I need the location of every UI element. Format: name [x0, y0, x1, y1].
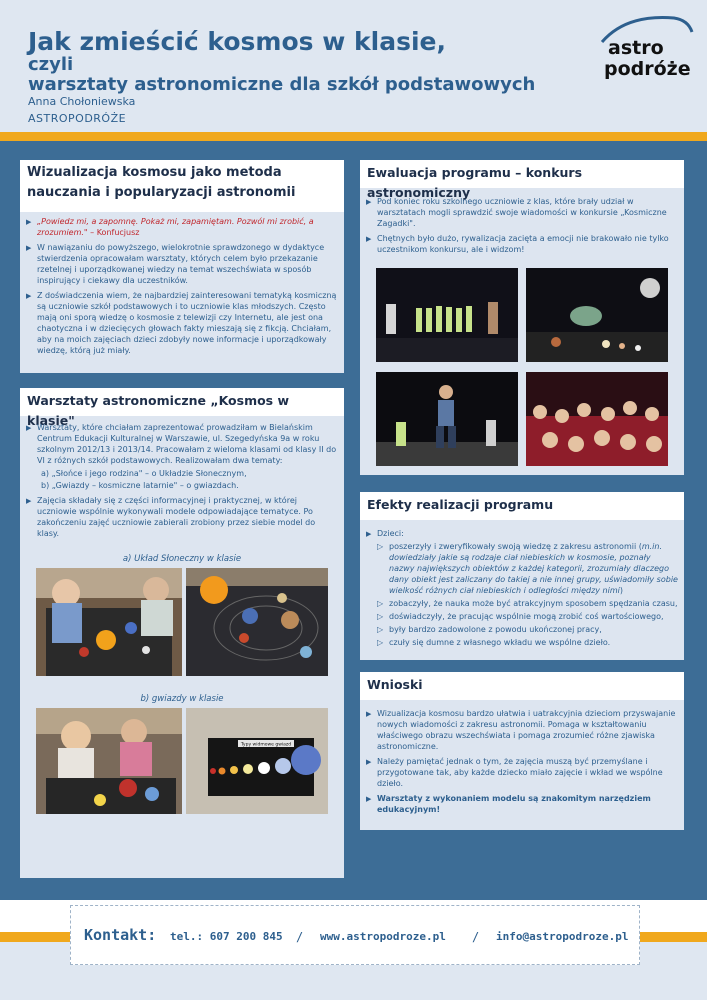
logo-text-1: astro	[608, 37, 664, 59]
photo-contest-audience	[526, 372, 668, 466]
panel-conclusions-body	[366, 708, 678, 819]
contact-separator: /	[472, 930, 480, 944]
effect-item: ▷ były bardzo zadowolone z powodu ukończonej pracy,	[377, 624, 678, 635]
photo-solar-system-board	[186, 568, 328, 676]
effect-item: ▷ zobaczyły, że nauka może być atrakcyjnym sposobem spędzania czasu,	[377, 598, 678, 609]
list-item: ▶ Wizualizacja kosmosu bardzo ułatwia i uatrakcyjnia dzieciom przyswajanie nowych wiadomości z zakresu astronomii. Pomaga w kształtowaniu właściwego obrazu wszechświata i pomaga zrozumieć różne zjawiska astronomiczne.	[366, 708, 678, 752]
caption-stars: b) gwiazdy w klasie	[140, 694, 224, 704]
list-item: ▶ Z doświadczenia wiem, że najbardziej zainteresowani tematyką kosmiczną są uczniowie szkół podstawowych i to uczniowie klas młodszych. Często mają oni sporą wiedzę o kosmosie z telewizji czy Internetu, ale jest ona chaotyczna i w dziecięcych głowach fakty mieszają się z fikcją. Chciałam, aby na moich zajęciach dzieci zdobyły nowe informacje i uporządkowały wiedzę, którą już miały.	[26, 290, 338, 356]
list-item	[366, 528, 678, 648]
effect-close: )	[619, 586, 623, 595]
photo-solar-system-children	[36, 568, 182, 676]
panel-visualization-body	[26, 216, 338, 360]
effect-detail: m.in. dowiedziały jakie są rodzaje ciał niebieskich w kosmosie, poznały nazwy największych obiektów z każdej kategorii, zrozumiały dlaczego dany obiekt jest zaliczany do takiej a nie innej grupy, uświadomiły sobie wielkość różnych ciał niebieskich i odległości między nimi	[389, 542, 678, 595]
organization-name: ASTROPODRÓŻE	[28, 112, 127, 125]
effect-item	[377, 541, 678, 596]
panel-conclusions-heading: Wnioski	[360, 672, 684, 700]
list-item: ▶ Warsztaty z wykonaniem modelu są znakomitym narzędziem edukacyjnym!	[366, 793, 678, 815]
photo-star-types-poster	[186, 708, 328, 814]
author-name: Anna Chołoniewska	[28, 95, 136, 108]
contact-label: Kontakt:	[84, 926, 157, 944]
list-item	[26, 422, 338, 491]
panel-workshops-body	[26, 422, 338, 543]
contact-phone[interactable]: tel.: 607 200 845	[170, 930, 283, 943]
panel-effects-heading: Efekty realizacji programu	[360, 492, 684, 520]
list-item: ▶ Należy pamiętać jednak o tym, że zajęcia muszą być przemyślane i przygotowane tak, aby każde dziecko miało zajęcie i wkład we wspólne dzieło.	[366, 756, 678, 789]
effect-item: ▷ czuły się dumne z własnego wkładu we wspólne dzieło.	[377, 637, 678, 648]
subtitle-line-2: warsztaty astronomiczne dla szkół podstawowych	[28, 74, 536, 95]
poster-subtitle	[28, 55, 588, 95]
poster-title: Jak zmieścić kosmos w klasie,	[28, 27, 447, 56]
effects-lead: Dzieci:	[377, 529, 404, 538]
photo-contest-dance	[376, 372, 518, 466]
topic-b: b) „Gwiazdy – kosmiczne latarnie" – o gwiazdach.	[41, 481, 239, 490]
panel-evaluation-heading: Ewaluacja programu – konkurs astronomiczny	[360, 160, 684, 188]
panel-workshops-heading: Warsztaty astronomiczne „Kosmos w klasie"	[20, 388, 344, 416]
header-orange-stripe	[0, 132, 707, 141]
list-item: ▶ Zajęcia składały się z części informacyjnej i praktycznej, w której uczniowie wspólnie wykonywali modele odpowiadające tematyce. Po zakończeniu zajęć uczniowie zabierali zrobiony przez siebie model do klasy.	[26, 495, 338, 539]
panel-conclusions	[360, 672, 684, 830]
quote-item	[26, 216, 338, 238]
list-item: ▶ Pod koniec roku szkolnego uczniowie z klas, które brały udział w warsztatach mogli sprawdzić swoje wiadomości w konkursie „Kosmiczne Zagadki".	[366, 196, 678, 229]
panel-effects	[360, 492, 684, 660]
logo-text-2: podróże	[604, 58, 691, 80]
panel-evaluation-body	[366, 196, 678, 259]
photo-contest-stage	[376, 268, 518, 362]
subtitle-line-1: czyli	[28, 54, 74, 75]
panel-visualization-heading: Wizualizacja kosmosu jako metoda nauczania i popularyzacji astronomii	[20, 160, 344, 212]
caption-solar-system: a) Układ Słoneczny w klasie	[122, 554, 242, 564]
panel-evaluation	[360, 160, 684, 475]
effect-text: poszerzyły i zweryfikowały swoją wiedzę z zakresu astronomii (	[389, 542, 642, 551]
list-item: ▶ Chętnych było dużo, rywalizacja zacięta a emocji nie brakowało nie tylko uczestnikom konkursu, ale i widzom!	[366, 233, 678, 255]
quote-author: – Konfucjusz	[87, 228, 140, 237]
confucius-quote: „Powiedz mi, a zapomnę. Pokaż mi, zapamiętam. Pozwól mi zrobić, a zrozumiem."	[37, 217, 314, 237]
topic-a: a) „Słońce i jego rodzina" – o Układzie Słonecznym,	[41, 469, 247, 478]
photo-contest-planets	[526, 268, 668, 362]
poster-label: Typy widmowe gwiazd	[240, 742, 292, 748]
list-item: ▶ W nawiązaniu do powyższego, wielokrotnie sprawdzonego w dydaktyce stwierdzenia opracowałam warsztaty, których celem było przekazanie rzetelnej i uporządkowanej wiedzy na temat wszechświata w sposób inspirujący i ciekawy dla uczestników.	[26, 242, 338, 286]
panel-effects-body	[366, 528, 678, 652]
panel-workshops	[20, 388, 344, 878]
photo-stars-children	[36, 708, 182, 814]
astropodroze-logo	[596, 12, 694, 82]
panel-visualization	[20, 160, 344, 373]
contact-website-link[interactable]: www.astropodroze.pl	[320, 930, 446, 943]
contact-email-link[interactable]: info@astropodroze.pl	[496, 930, 629, 943]
workshops-description: Warsztaty, które chciałam zaprezentować prowadziłam w Bielańskim Centrum Edukacji Kulturalnej w Warszawie, ul. Szegedyńska 9a w roku szkolnym 2012/13 i 2013/14. Pracowałam z wieloma klasami od klasy II do VI z różnych szkół podstawowych. Realizowałam dwa tematy:	[37, 423, 337, 465]
contact-separator: /	[296, 930, 304, 944]
effect-item: ▷ doświadczyły, że pracując wspólnie mogą zrobić coś wartościowego,	[377, 611, 678, 622]
